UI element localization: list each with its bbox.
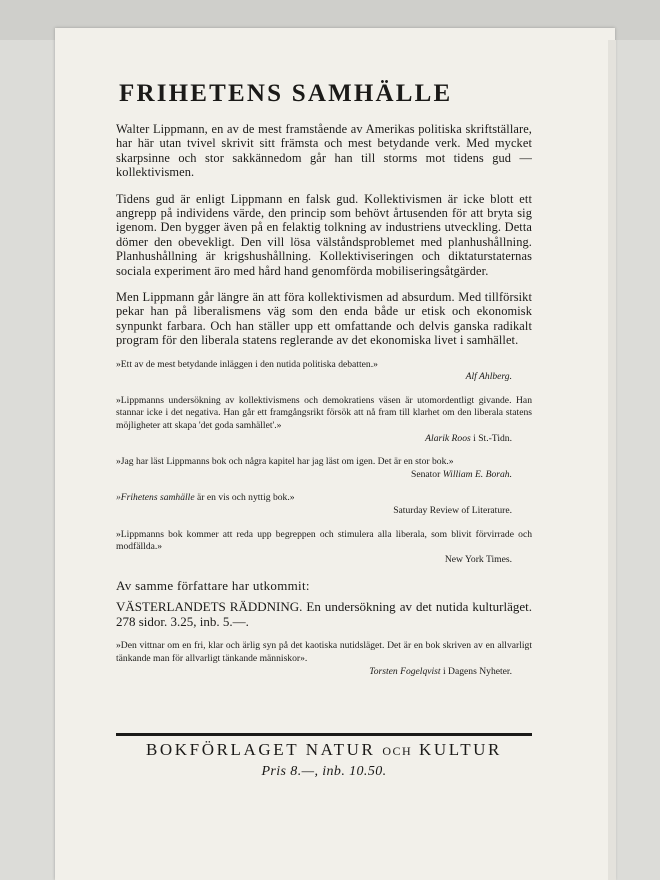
quote-attribution: Saturday Review of Literature.: [393, 505, 512, 517]
quote-author: Torsten Fogelqvist: [369, 665, 441, 677]
publisher-part-2: OCH: [382, 744, 413, 758]
quote-author: Alarik Roos: [425, 432, 471, 444]
review-quote-2: [116, 395, 532, 445]
book-title: FRIHETENS SAMHÄLLE: [119, 80, 453, 107]
also-by-heading: Av samme författare har utkommit:: [116, 578, 310, 594]
review-quote-1: [116, 359, 532, 384]
quote-attribution: [116, 433, 532, 446]
price: Pris 8.—, inb. 10.50.: [261, 764, 387, 779]
also-by-book-title: VÄSTERLANDETS RÄDDNING.: [116, 599, 303, 615]
description-paragraph-1: Walter Lippmann, en av de mest framstående av Amerikas politiska skriftställare, har här utan tvivel skrivit sitt främsta och mest betydande verk. Med mycket skarpsinne och stor sakkännedom går han till storms mot tidens gud — kollektivismen.: [116, 122, 532, 180]
description-paragraph-2: Tidens gud är enligt Lippmann en falsk gud. Kollektivismen är icke blott ett angrepp på individens värde, den princip som behövt årtusenden för att bryta sig igenom. Den bygger även på en felaktig tolkning av industriens utveckling. Detta dömer den obevekligt. Den vill lösa välståndsproblemet med planhushållning. Planhushållning är krigshushållning. Kollektiviseringen och diktaturstaternas sociala experiment äro med hård hand genomförda mobiliseringsåtgärder.: [116, 191, 532, 278]
review-quote-4: [116, 492, 532, 517]
quote-body: är en vis och nyttig bok.»: [194, 492, 295, 504]
publisher-rule: [116, 733, 532, 736]
quote-source: i Dagens Nyheter.: [440, 665, 512, 677]
quote-text: »Den vittnar om en fri, klar och ärlig syn på det kaotiska nutidsläget. Det är en bok skriven av en allvarligt tänkande man för allvarligt tänkande människor».: [116, 640, 532, 664]
quote-attribution: [116, 371, 532, 384]
quote-book-title: »Frihetens samhälle: [116, 492, 195, 504]
quote-text: [116, 492, 532, 505]
publisher-part-1: BOKFÖRLAGET NATUR: [145, 740, 383, 759]
publisher-part-3: KULTUR: [412, 740, 502, 759]
quote-attribution: [116, 469, 532, 482]
also-by-review-quote: [116, 640, 532, 678]
page-edge: [608, 40, 616, 880]
publisher-name: [116, 740, 532, 760]
quote-author: Alf Ahlberg.: [465, 371, 512, 383]
quote-text: »Jag har läst Lippmanns bok och några kapitel har jag läst om igen. Det är en stor bok.»: [116, 456, 454, 468]
also-by-book-desc: En undersökning av det nutida kulturläget. 278 sidor. 3.25, inb. 5.—.: [116, 599, 532, 630]
quote-attribution: New York Times.: [444, 553, 512, 565]
review-quote-3: [116, 456, 532, 481]
quote-attribution: [116, 666, 532, 679]
quote-text: »Lippmanns undersökning av kollektivismens och demokratiens väsen är utomordentligt givande. Han stannar icke i det negativa. Han går ett framgångsrikt försök att nå fram till klarhet om den liberala statens möjligheter att skapa 'det goda samhället'.»: [116, 394, 532, 432]
quote-author-prefix: Senator: [410, 468, 443, 480]
quote-author: William E. Borah.: [442, 468, 512, 480]
quote-text: »Lippmanns bok kommer att reda upp begreppen och stimulera alla liberala, som blivit förvirrade och modfällda.»: [116, 528, 532, 553]
quote-source: i St.-Tidn.: [470, 432, 512, 444]
review-quote-5: [116, 529, 532, 567]
cover-content: [116, 80, 532, 678]
description-paragraph-3: Men Lippmann går längre än att föra kollektivismen ad absurdum. Med tillförsikt pekar han på liberalismens väg som den enda både ur etisk och ekonomisk synpunkt farbara. Och han ställer upp ett omfattande och delvis ganska radikalt program för den liberala statens reglerande av det ekonomiska livet i samhället.: [116, 290, 532, 348]
also-by-book: [116, 599, 532, 629]
quote-text: »Ett av de mest betydande inläggen i den nutida politiska debatten.»: [116, 358, 378, 370]
